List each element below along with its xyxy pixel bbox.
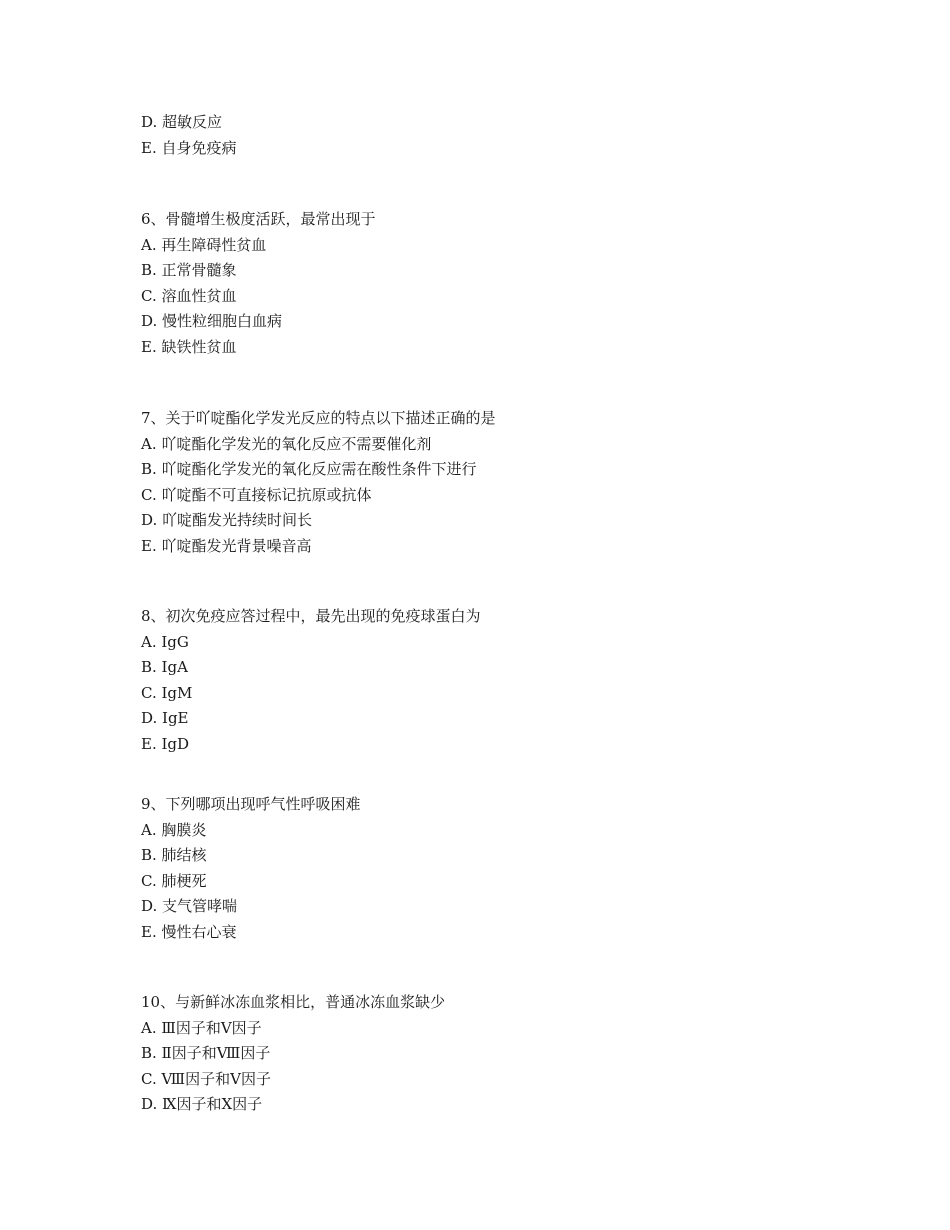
option-b: B. 吖啶酯化学发光的氧化反应需在酸性条件下进行	[141, 460, 477, 478]
option-b: B. 肺结核	[141, 846, 207, 864]
option-d: D. IgE	[141, 709, 189, 727]
option-a: A. 吖啶酯化学发光的氧化反应不需要催化剂	[141, 434, 432, 453]
option-e: E. 缺铁性贫血	[141, 337, 237, 356]
option-c: C. 肺梗死	[141, 871, 207, 890]
question-10	[141, 990, 841, 1118]
option-c: C. 溶血性贫血	[141, 286, 237, 305]
option-d: D. 慢性粒细胞白血病	[141, 312, 283, 330]
question-9	[141, 792, 841, 945]
option-a: A. Ⅲ因子和Ⅴ因子	[141, 1018, 262, 1037]
option-e: E. IgD	[141, 734, 190, 753]
option-a: A. IgG	[141, 632, 189, 651]
option-a: A. 胸膜炎	[141, 820, 207, 839]
question-text: 9、下列哪项出现呼气性呼吸困难	[141, 795, 361, 813]
question-text: 6、骨髓增生极度活跃，最常出现于	[141, 210, 376, 228]
option-b: B. IgA	[141, 658, 188, 676]
option-e: E. 自身免疫病	[141, 138, 237, 157]
option-c: C. Ⅷ因子和Ⅴ因子	[141, 1069, 271, 1088]
question-6	[141, 207, 841, 360]
option-c: C. IgM	[141, 683, 193, 702]
option-b: B. Ⅱ因子和Ⅷ因子	[141, 1044, 271, 1062]
question-text: 8、初次免疫应答过程中，最先出现的免疫球蛋白为	[141, 607, 481, 625]
question-text: 7、关于吖啶酯化学发光反应的特点以下描述正确的是	[141, 409, 496, 427]
option-e: E. 慢性右心衰	[141, 922, 237, 941]
option-e: E. 吖啶酯发光背景噪音高	[141, 536, 312, 555]
option-b: B. 正常骨髓象	[141, 261, 237, 279]
option-d: D. 超敏反应	[141, 113, 223, 131]
option-a: A. 再生障碍性贫血	[141, 235, 267, 254]
option-d: D. 吖啶酯发光持续时间长	[141, 511, 313, 529]
question-8	[141, 604, 841, 757]
option-c: C. 吖啶酯不可直接标记抗原或抗体	[141, 485, 372, 504]
prev-question-options	[141, 110, 841, 161]
option-d: D. Ⅸ因子和Ⅹ因子	[141, 1095, 263, 1113]
option-d: D. 支气管哮喘	[141, 897, 238, 915]
question-text: 10、与新鲜冰冻血浆相比，普通冰冻血浆缺少	[141, 993, 446, 1011]
question-7	[141, 406, 841, 559]
